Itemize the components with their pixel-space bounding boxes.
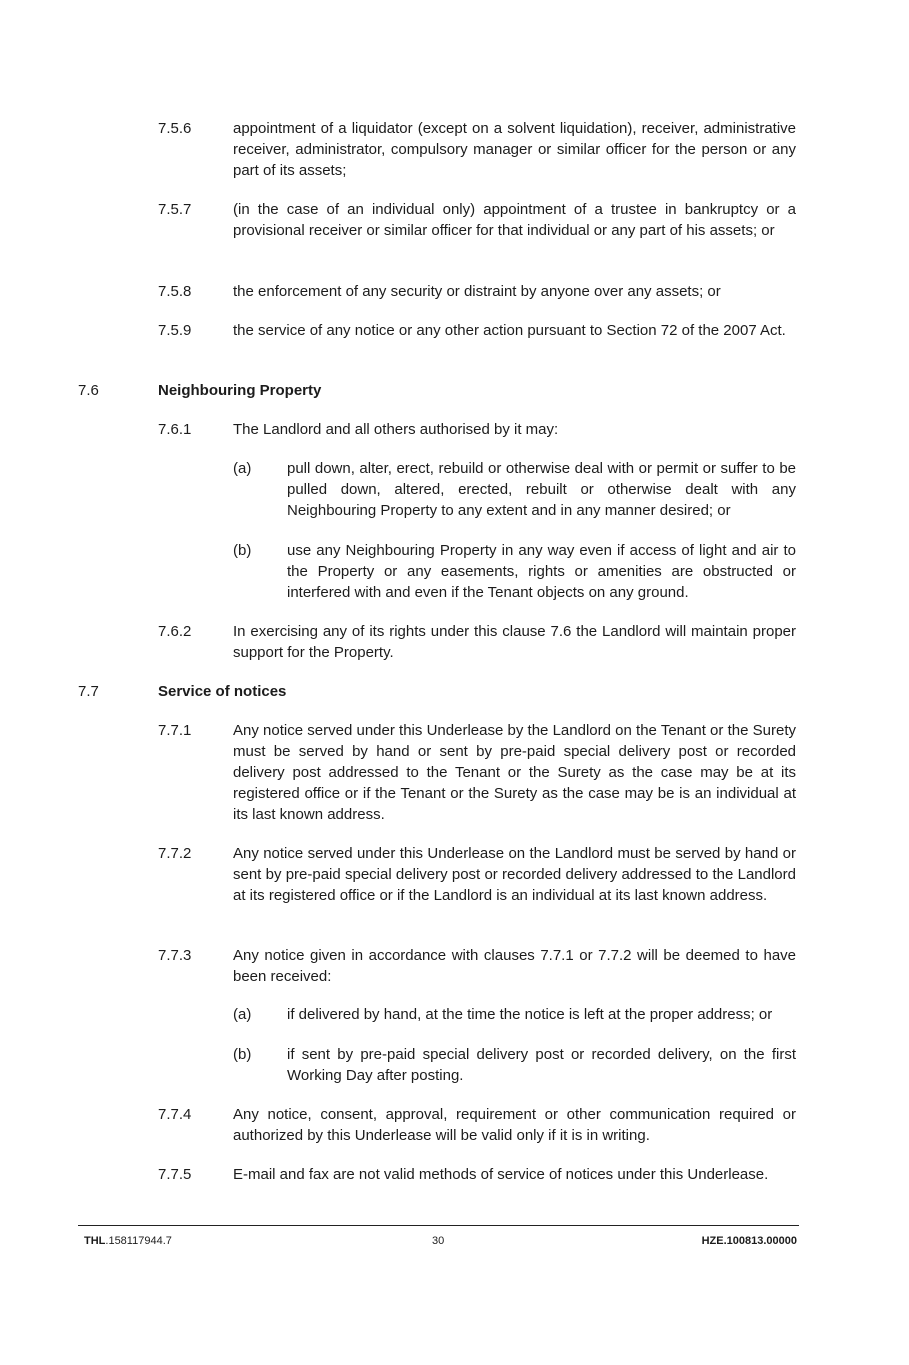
subclause-text-7-7-3-a: if delivered by hand, at the time the notice is left at the proper address; or (287, 1006, 773, 1023)
footer-matter-reference: HZE.100813.00000 (701, 1235, 797, 1247)
subclause-text-7-7-3-b: if sent by pre-paid special delivery post or recorded delivery, on the first Working Day after posting. (287, 1046, 796, 1084)
footer-rule (78, 1225, 799, 1226)
subclause-text-7-6-1-b: use any Neighbouring Property in any way even if access of light and air to the Property or any easements, rights or amenities are obstructed or interfered with and even if the Tenant objects on any ground. (287, 542, 796, 601)
clause-text-7-7-5: E-mail and fax are not valid methods of service of notices under this Underlease. (233, 1166, 769, 1183)
section-number-7-6: 7.6 (78, 382, 99, 399)
subclause-label-7-7-3-b: (b) (233, 1046, 252, 1063)
clause-number-7-7-2: 7.7.2 (158, 845, 192, 862)
footer-reference-prefix: THL (84, 1235, 106, 1247)
clause-text-7-5-9: the service of any notice or any other action pursuant to Section 72 of the 2007 Act. (233, 322, 786, 339)
page-number: 30 (432, 1235, 445, 1247)
clause-number-7-6-1: 7.6.1 (158, 421, 192, 438)
clause-text-7-5-7: (in the case of an individual only) appointment of a trustee in bankruptcy or a provisional receiver or similar officer for that individual or any part of his assets; or (233, 201, 796, 239)
clause-number-7-5-8: 7.5.8 (158, 283, 192, 300)
section-number-7-7: 7.7 (78, 683, 99, 700)
clause-text-7-7-3: Any notice given in accordance with clauses 7.7.1 or 7.7.2 will be deemed to have been received: (233, 947, 796, 985)
clause-text-7-7-1: Any notice served under this Underlease by the Landlord on the Tenant or the Surety must be served by hand or sent by pre-paid special delivery post or recorded delivery post addressed to the Tenant or the Surety as the case may be at its registered office or if the Tenant or the Surety as the case may be is an individual at its last known address. (233, 722, 796, 823)
clause-text-7-5-6: appointment of a liquidator (except on a solvent liquidation), receiver, administrative receiver, administrator, compulsory manager or similar officer for the person or any part of its assets; (233, 120, 796, 179)
clause-number-7-5-6: 7.5.6 (158, 120, 192, 137)
clause-number-7-7-3: 7.7.3 (158, 947, 192, 964)
clause-number-7-5-7: 7.5.7 (158, 201, 192, 218)
clause-number-7-5-9: 7.5.9 (158, 322, 192, 339)
footer-reference-suffix: .158117944.7 (105, 1235, 172, 1247)
section-heading-neighbouring-property: Neighbouring Property (158, 382, 322, 399)
clause-text-7-5-8: the enforcement of any security or distraint by anyone over any assets; or (233, 283, 721, 300)
subclause-label-7-6-1-a: (a) (233, 460, 252, 477)
subclause-label-7-7-3-a: (a) (233, 1006, 252, 1023)
clause-number-7-7-5: 7.7.5 (158, 1166, 192, 1183)
clause-number-7-7-1: 7.7.1 (158, 722, 192, 739)
clause-text-7-7-2: Any notice served under this Underlease on the Landlord must be served by hand or sent by pre-paid special delivery post or recorded delivery addressed to the Landlord at its registered office or if the Landlord is an individual at its last known address. (233, 845, 796, 904)
clause-text-7-6-2: In exercising any of its rights under this clause 7.6 the Landlord will maintain proper support for the Property. (233, 623, 796, 661)
clause-text-7-7-4: Any notice, consent, approval, requirement or other communication required or authorized by this Underlease will be valid only if it is in writing. (233, 1106, 796, 1144)
subclause-label-7-6-1-b: (b) (233, 542, 252, 559)
section-heading-service-of-notices: Service of notices (158, 683, 287, 700)
subclause-text-7-6-1-a: pull down, alter, erect, rebuild or otherwise deal with or permit or suffer to be pulled down, altered, erected, rebuilt or otherwise dealt with any Neighbouring Property to any extent and in any manner desired; or (287, 460, 796, 519)
clause-number-7-6-2: 7.6.2 (158, 623, 192, 640)
clause-text-7-6-1: The Landlord and all others authorised by it may: (233, 421, 559, 438)
clause-number-7-7-4: 7.7.4 (158, 1106, 192, 1123)
footer-document-reference (84, 1234, 172, 1248)
